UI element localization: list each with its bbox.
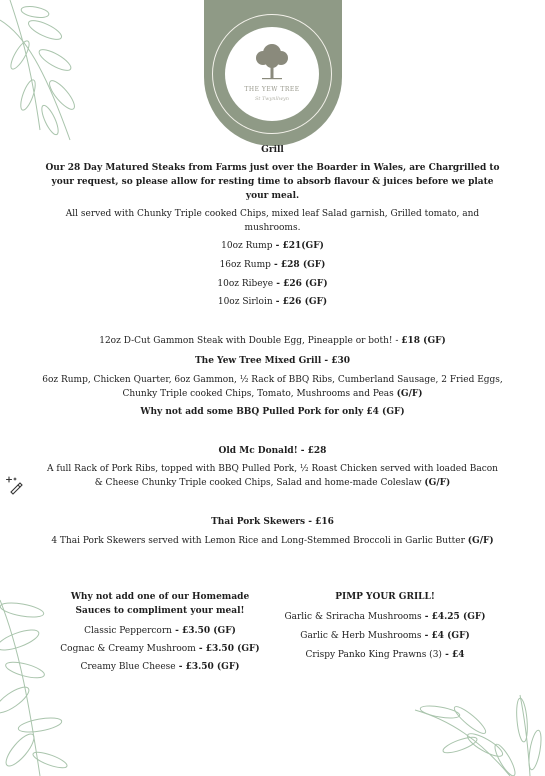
steak-price: - £26 (GF): [273, 279, 328, 289]
sauce-price: - £3.50 (GF): [171, 626, 236, 636]
pimp-item: [280, 610, 490, 624]
sauce-name: Creamy Blue Cheese: [80, 662, 176, 672]
pimp-name: Garlic & Sriracha Mushrooms: [284, 612, 422, 622]
logo-badge: [225, 27, 319, 121]
grill-served-line1: All served with Chunky Triple cooked Chips, mixed leaf Salad garnish, Grilled tomato, and: [65, 209, 480, 219]
grill-intro-line1: Our 28 Day Matured Steaks from Farms just over the Boarder in Wales, are Chargrilled to: [45, 163, 500, 173]
grill-intro-line3: your meal.: [245, 191, 300, 201]
steak-name: 10oz Rump: [221, 241, 273, 251]
pimp-item: [280, 648, 490, 662]
steak-price: - £21(GF): [272, 241, 324, 251]
sauce-price: - £3.50 (GF): [175, 662, 240, 672]
sauces-heading-line2: Sauces to compliment your meal!: [75, 606, 245, 616]
thai-tag: (G/F): [467, 536, 494, 546]
logo-subtitle: St Twynllwyn: [254, 96, 290, 102]
pimp-name: Crispy Panko King Prawns (3): [305, 650, 442, 660]
pimp-price: - £4: [441, 650, 465, 660]
sauce-name: Classic Peppercorn: [84, 626, 172, 636]
old-mc-desc-line2: [0, 476, 545, 490]
steak-item: [0, 295, 545, 309]
logo-name: THE YEW TREE: [244, 86, 300, 93]
gammon-item: [0, 334, 545, 348]
steak-name: 10oz Sirloin: [217, 297, 273, 307]
pimp-price: - £4.25 (GF): [421, 612, 486, 622]
leaf-decoration-top-left: [0, 0, 90, 150]
steak-price: - £28 (GF): [270, 260, 326, 270]
thai-desc: [0, 534, 545, 548]
grill-intro-line2: your request, so please allow for resting time to absorb flavour & juices before we plate: [51, 177, 494, 187]
steak-item: [0, 258, 545, 272]
old-mc-tag: (G/F): [424, 478, 451, 488]
old-mc-desc-text: & Cheese Chunky Triple cooked Chips, Salad and home-made Coleslaw: [94, 478, 425, 488]
thai-title: Thai Pork Skewers - £16: [211, 517, 334, 527]
grill-served-line2: mushrooms.: [244, 223, 301, 233]
sauce-item: [55, 642, 265, 656]
mixed-grill-desc-text: Chunky Triple cooked Chips, Tomato, Mushrooms and Peas: [122, 389, 397, 399]
pimp-heading: PIMP YOUR GRILL!: [335, 592, 435, 602]
sauce-item: [55, 624, 265, 638]
steak-item: [0, 239, 545, 253]
pimp-section: [280, 590, 490, 662]
steak-name: 16oz Rump: [219, 260, 271, 270]
leaf-decoration-bottom-right: [410, 690, 545, 776]
sauce-item: [55, 660, 265, 674]
grill-heading: Grill: [261, 145, 284, 155]
steak-item: [0, 277, 545, 291]
old-mc-title: Old Mc Donald! - £28: [218, 446, 327, 456]
sauce-price: - £3.50 (GF): [195, 644, 260, 654]
magic-edit-icon[interactable]: [5, 475, 25, 495]
gammon-price: £18 (GF): [401, 336, 446, 346]
sauce-name: Cognac & Creamy Mushroom: [60, 644, 196, 654]
logo-banner: [204, 0, 342, 146]
pimp-price: - £4 (GF): [421, 631, 470, 641]
mixed-grill-title: The Yew Tree Mixed Grill - £30: [194, 356, 351, 366]
mixed-grill-addon: Why not add some BBQ Pulled Pork for only £4 (GF): [140, 407, 405, 417]
steak-name: 10oz Ribeye: [217, 279, 274, 289]
steak-price: - £26 (GF): [272, 297, 328, 307]
leaf-decoration-bottom-left: [0, 590, 80, 776]
mixed-grill-desc-line2: [0, 387, 545, 401]
sauces-heading-line1: Why not add one of our Homemade: [70, 592, 250, 602]
thai-desc-text: 4 Thai Pork Skewers served with Lemon Rice and Long-Stemmed Broccoli in Garlic Butter: [51, 536, 468, 546]
old-mc-desc-line1: A full Rack of Pork Ribs, topped with BBQ Pulled Pork, ½ Roast Chicken served with loaded Bacon: [47, 464, 498, 474]
tree-logo-icon: [252, 41, 292, 83]
pimp-item: [280, 629, 490, 643]
mixed-grill-desc-line1: 6oz Rump, Chicken Quarter, 6oz Gammon, ½ Rack of BBQ Ribs, Cumberland Sausage, 2 Fried Eggs,: [42, 375, 503, 385]
sauces-section: [55, 590, 265, 674]
gammon-desc: 12oz D-Cut Gammon Steak with Double Egg, Pineapple or both! -: [99, 336, 402, 346]
pimp-name: Garlic & Herb Mushrooms: [300, 631, 422, 641]
mixed-grill-tag: (G/F): [396, 389, 423, 399]
